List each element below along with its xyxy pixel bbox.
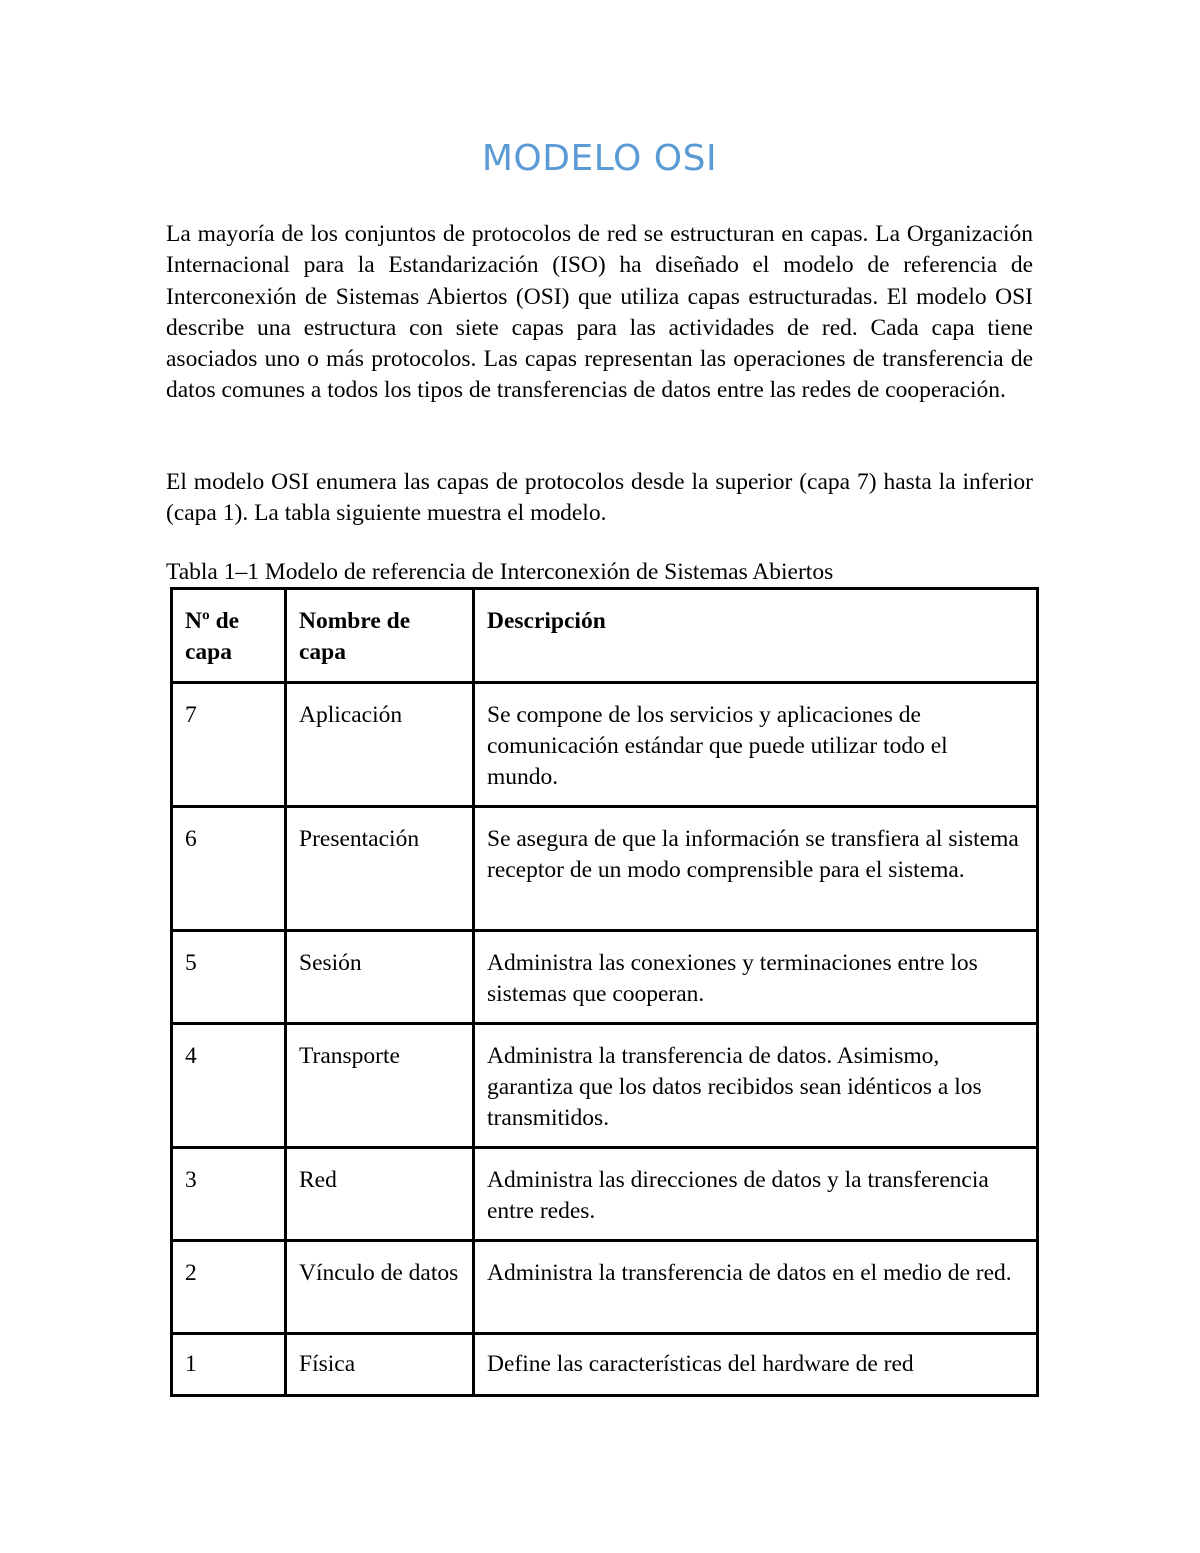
layer-description: Administra las direcciones de datos y la transferencia entre redes. [474, 1148, 1038, 1241]
layer-number: 6 [172, 807, 286, 931]
header-description: Descripción [474, 589, 1038, 683]
header-layer-name: Nombre de capa [286, 589, 474, 683]
layer-name: Presentación [286, 807, 474, 931]
layer-number: 2 [172, 1241, 286, 1334]
document-title: MODELO OSI [481, 138, 718, 179]
layer-description: Define las características del hardware de red [474, 1334, 1038, 1396]
layer-description: Se asegura de que la información se transfiera al sistema receptor de un modo comprensible para el sistema. [474, 807, 1038, 931]
table-row [172, 807, 1038, 931]
layer-description: Administra la transferencia de datos. Asimismo, garantiza que los datos recibidos sean idénticos a los transmitidos. [474, 1024, 1038, 1148]
header-layer-number: Nº de capa [172, 589, 286, 683]
table-caption: Tabla 1–1 Modelo de referencia de Interconexión de Sistemas Abiertos [166, 559, 834, 585]
layer-name: Transporte [286, 1024, 474, 1148]
layer-number: 4 [172, 1024, 286, 1148]
layer-name: Física [286, 1334, 474, 1396]
table-row [172, 683, 1038, 807]
osi-model-table [170, 587, 1039, 1397]
layer-number: 1 [172, 1334, 286, 1396]
table-row [172, 1334, 1038, 1396]
layer-number: 3 [172, 1148, 286, 1241]
layer-description: Se compone de los servicios y aplicaciones de comunicación estándar que puede utilizar todo el mundo. [474, 683, 1038, 807]
layer-number: 5 [172, 931, 286, 1024]
layer-description: Administra la transferencia de datos en el medio de red. [474, 1241, 1038, 1334]
table-row [172, 931, 1038, 1024]
layer-description: Administra las conexiones y terminaciones entre los sistemas que cooperan. [474, 931, 1038, 1024]
layers-paragraph: El modelo OSI enumera las capas de protocolos desde la superior (capa 7) hasta la inferior (capa 1). La tabla siguiente muestra el modelo. [166, 469, 1033, 527]
table-row [172, 1024, 1038, 1148]
table-row [172, 1241, 1038, 1334]
layer-name: Red [286, 1148, 474, 1241]
layer-number: 7 [172, 683, 286, 807]
table-row [172, 1148, 1038, 1241]
table-header-row [172, 589, 1038, 683]
layer-name: Sesión [286, 931, 474, 1024]
layer-name: Aplicación [286, 683, 474, 807]
intro-paragraph: La mayoría de los conjuntos de protocolos de red se estructuran en capas. La Organización Internacional para la Estandarización (ISO) ha diseñado el modelo de referencia de Interconexión de Sistemas Abiertos (OSI) que utiliza capas estructuradas. El modelo OSI describe una estructura con siete capas para las actividades de red. Cada capa tiene asociados uno o más protocolos. Las capas representan las operaciones de transferencia de datos comunes a todos los tipos de transferencias de datos entre las redes de cooperación. [166, 221, 1033, 404]
layer-name: Vínculo de datos [286, 1241, 474, 1334]
